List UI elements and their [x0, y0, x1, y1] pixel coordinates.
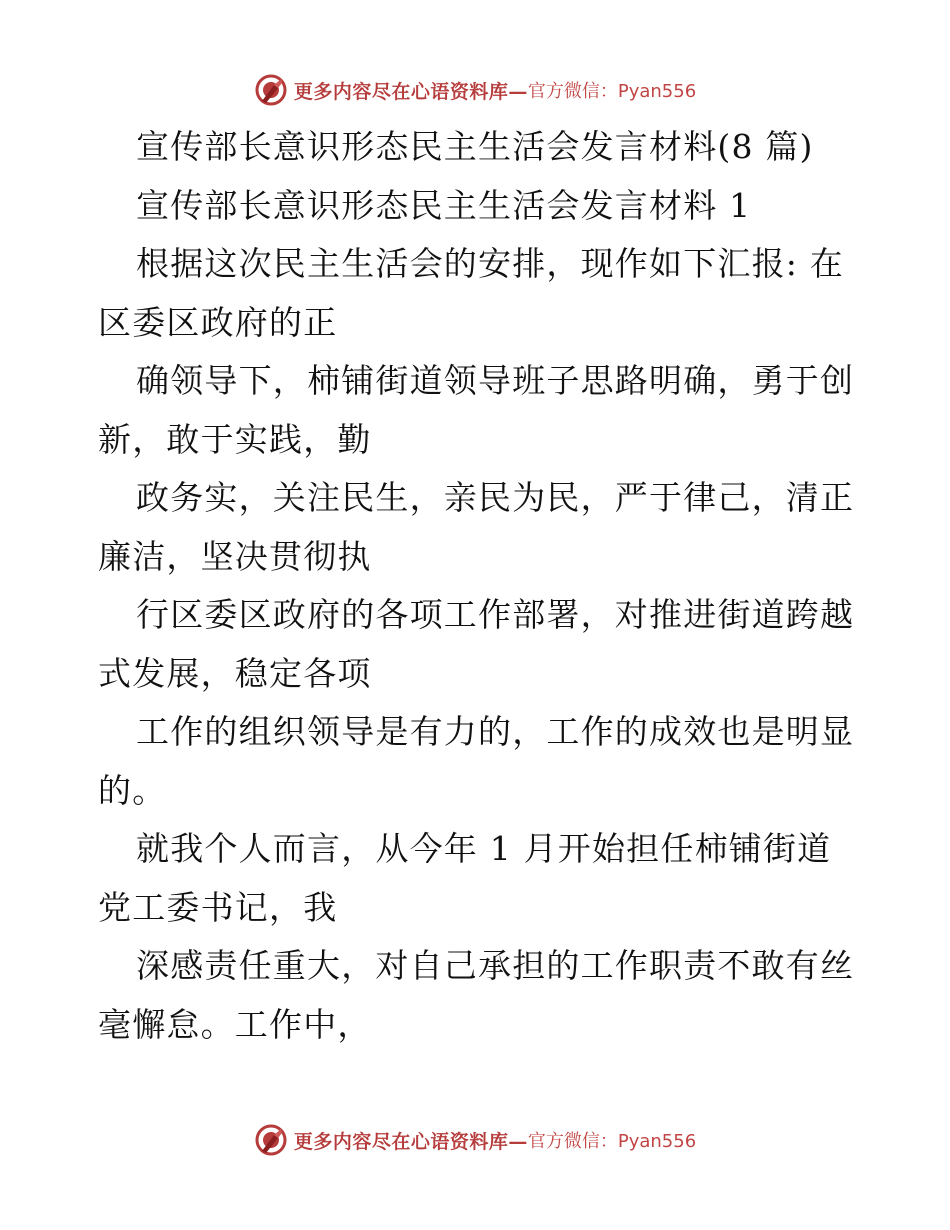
- pen-nib-logo-icon: [254, 73, 288, 107]
- doc-title: 宣传部长意识形态民主生活会发言材料(8 篇): [136, 127, 814, 166]
- doc-subtitle: 宣传部长意识形态民主生活会发言材料 1: [136, 185, 752, 225]
- paragraph-line: 廉洁，坚决贯彻执: [98, 536, 372, 576]
- watermark-text: 更多内容尽在心语资料库—: [293, 80, 528, 103]
- paragraph-line: 新，敢于实践，勤: [98, 419, 372, 459]
- header-watermark: [0, 70, 950, 110]
- watermark-contact: 官方微信：Pyan556: [527, 81, 697, 102]
- watermark-text: 更多内容尽在心语资料库—: [293, 1130, 528, 1153]
- paragraph-line: 式发展，稳定各项: [98, 653, 372, 693]
- paragraph-line: 政务实，关注民生，亲民为民，严于律己，清正: [136, 478, 855, 517]
- paragraph-line: 毫懈怠。工作中，: [98, 1004, 372, 1044]
- document-body: [98, 118, 858, 1054]
- pen-nib-logo-icon: [254, 1123, 288, 1157]
- paragraph-line: 区委区政府的正: [98, 302, 338, 342]
- paragraph-line: 就我个人而言，从今年 1 月开始担任柿铺街道: [136, 829, 832, 868]
- paragraph-line: 行区委区政府的各项工作部署，对推进街道跨越: [136, 595, 855, 634]
- footer-watermark: [0, 1120, 950, 1160]
- paragraph-line: 的。: [98, 770, 167, 810]
- paragraph-line: 党工委书记，我: [98, 887, 338, 927]
- paragraph-line: 根据这次民主生活会的安排，现作如下汇报: 在: [136, 244, 845, 283]
- paragraph-line: 深感责任重大，对自己承担的工作职责不敢有丝: [136, 946, 855, 985]
- watermark-contact: 官方微信：Pyan556: [527, 1131, 697, 1152]
- paragraph-line: 工作的组织领导是有力的，工作的成效也是明显: [136, 712, 855, 751]
- paragraph-line: 确领导下，柿铺街道领导班子思路明确，勇于创: [136, 361, 855, 400]
